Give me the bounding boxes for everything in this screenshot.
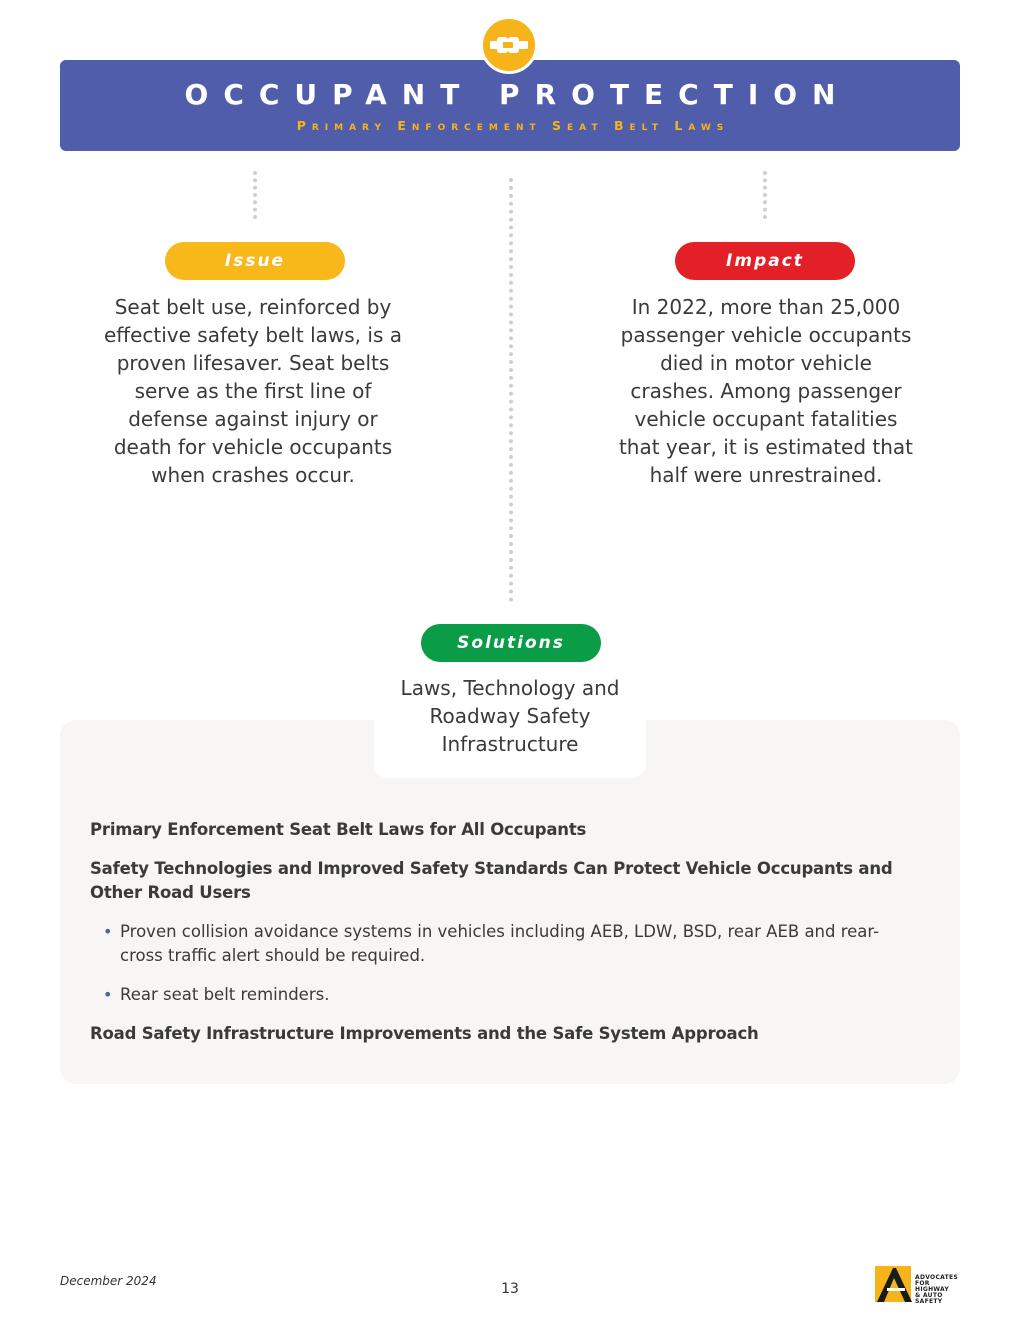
advocates-logo-mark <box>875 1266 915 1302</box>
dotted-connector-center <box>509 178 513 602</box>
solutions-label: Solutions <box>421 624 601 662</box>
page-number: 13 <box>501 1281 519 1297</box>
dotted-connector-right <box>763 171 767 219</box>
dotted-connector-left <box>253 171 257 219</box>
footer-date: December 2024 <box>60 1274 157 1288</box>
logo-line-2: FOR HIGHWAY <box>915 1280 950 1293</box>
solution-heading-seat-belt-laws: Primary Enforcement Seat Belt Laws for All Occupants <box>90 820 587 839</box>
advocates-logo <box>875 1266 965 1305</box>
solutions-summary: Laws, Technology and Roadway Safety Infrastructure <box>400 676 620 756</box>
solution-heading-safety-technologies: Safety Technologies and Improved Safety Standards Can Protect Vehicle Occupants and Other Road Users <box>90 859 893 902</box>
solutions-summary-box <box>374 665 646 778</box>
impact-text: In 2022, more than 25,000 passenger vehicle occupants died in motor vehicle crashes. Among passenger vehicle occupant fatalities that year, it is estimated that half were unrestrained. <box>618 295 914 487</box>
logo-line-1: ADVOCATES <box>915 1274 959 1281</box>
impact-label: Impact <box>675 242 855 280</box>
solution-bullet-collision-avoidance: Proven collision avoidance systems in vehicles including AEB, LDW, BSD, rear AEB and rear-cross traffic alert should be required. <box>120 922 880 965</box>
logo-text <box>915 1275 965 1305</box>
page-title: OCCUPANT PROTECTION <box>184 78 851 111</box>
bullet-icon: • <box>103 985 113 1004</box>
seat-belt-buckle-icon <box>480 16 538 74</box>
logo-line-3: & AUTO SAFETY <box>915 1292 943 1305</box>
bullet-icon: • <box>103 922 113 941</box>
issue-text: Seat belt use, reinforced by effective safety belt laws, is a proven lifesaver. Seat belts serve as the first line of defense against injury or death for vehicle occupants when crashes occur. <box>104 295 402 487</box>
solution-heading-road-infrastructure: Road Safety Infrastructure Improvements and the Safe System Approach <box>90 1024 759 1043</box>
solution-bullet-rear-seat-belt: Rear seat belt reminders. <box>120 985 330 1004</box>
page-subtitle: Primary Enforcement Seat Belt Laws <box>296 118 730 133</box>
issue-label: Issue <box>165 242 345 280</box>
